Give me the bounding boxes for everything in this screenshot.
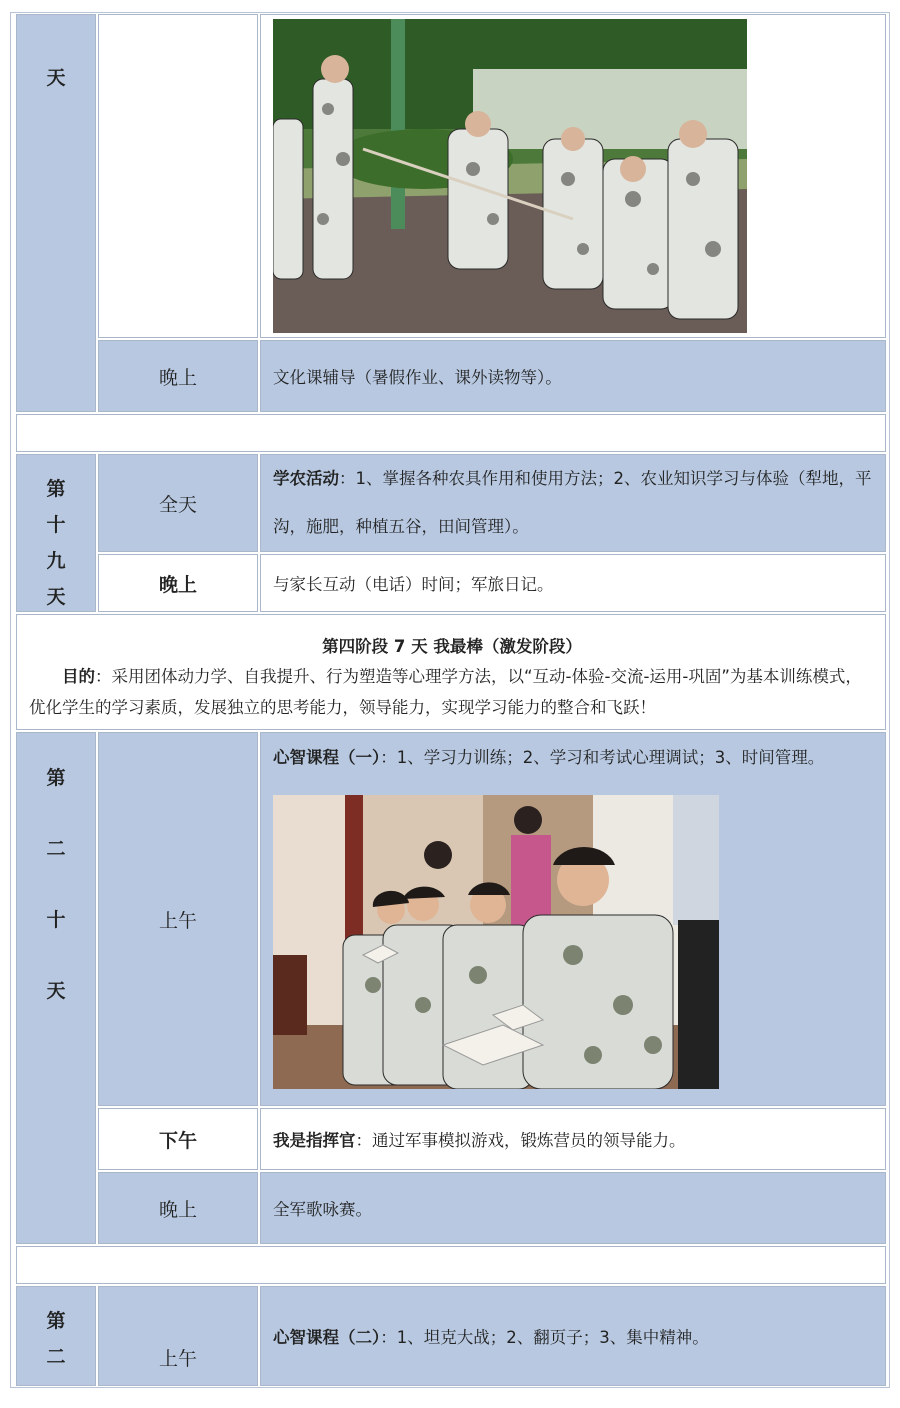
activity-text: ：1、坦克大战；2、翻页子；3、集中精神。 — [380, 1328, 709, 1347]
morning-content-cell — [260, 1286, 886, 1386]
activity-title: 心智课程（二） — [273, 1328, 381, 1347]
activity-text: ：1、学习力训练；2、学习和考试心理调试；3、时间管理。 — [380, 748, 825, 767]
afternoon-content-cell — [260, 1108, 886, 1170]
activity-text: ：1、掌握各种农具作用和使用方法；2、农业知识学习与体验（犁地，平沟，施肥，种植五谷，田间管理）。 — [273, 469, 872, 536]
evening-label-cell — [98, 340, 258, 412]
spacer-row — [16, 414, 886, 452]
stage-header-cell — [16, 614, 886, 730]
activity-photo-cell — [260, 14, 886, 338]
day-char: 天 — [46, 586, 66, 608]
slot-empty-cell — [98, 14, 258, 338]
afternoon-label: 下午 — [158, 1129, 197, 1152]
stage-goal — [29, 661, 875, 723]
day-char: 第 — [46, 767, 66, 789]
evening-label-cell — [98, 1172, 258, 1244]
morning-label-cell — [98, 732, 258, 1106]
day-column-21 — [16, 1286, 96, 1386]
allday-label-cell — [98, 454, 258, 552]
evening-text: 与家长互动（电话）时间；军旅日记。 — [273, 575, 554, 594]
morning-content-cell — [260, 732, 886, 1106]
stage-title: 第四阶段 7 天 我最棒（激发阶段） — [322, 637, 582, 656]
activity-text: ：通过军事模拟游戏，锻炼营员的领导能力。 — [355, 1131, 686, 1150]
morning-label: 上午 — [158, 1348, 197, 1370]
day-column-previous — [16, 14, 96, 412]
day-column-20 — [16, 732, 96, 1244]
evening-label: 晚上 — [158, 366, 197, 389]
morning-label-cell — [98, 1286, 258, 1386]
goal-text: ：采用团体动力学、自我提升、行为塑造等心理学方法，以“互动-体验-交流-运用-巩固”为基本训练模式，优化学生的学习素质，发展独立的思考能力，领导能力，实现学习能力的整合和飞跃！ — [29, 667, 862, 717]
afternoon-label-cell — [98, 1108, 258, 1170]
evening-label: 晚上 — [158, 573, 197, 596]
day-char: 二 — [46, 1346, 66, 1368]
spacer-row — [16, 1246, 886, 1284]
allday-content-cell — [260, 454, 886, 552]
activity-title: 心智课程（一） — [273, 748, 381, 767]
evening-content-cell — [260, 554, 886, 612]
activity-title: 学农活动 — [273, 469, 339, 488]
day-char: 天 — [46, 67, 66, 89]
allday-label: 全天 — [158, 493, 197, 516]
day-char: 第 — [46, 478, 66, 500]
evening-label: 晚上 — [158, 1198, 197, 1221]
evening-text: 全军歌咏赛。 — [273, 1200, 372, 1219]
reading-students-photo — [273, 795, 719, 1089]
day-column-19 — [16, 454, 96, 612]
day-char: 十 — [46, 514, 66, 536]
goal-label: 目的 — [62, 667, 95, 686]
day-char: 十 — [46, 909, 66, 931]
morning-text-block — [261, 733, 885, 771]
evening-content-cell — [260, 340, 886, 412]
day-char: 第 — [46, 1310, 66, 1332]
day-char: 二 — [46, 838, 66, 860]
evening-text: 文化课辅导（暑假作业、课外读物等）。 — [273, 368, 562, 387]
morning-label: 上午 — [158, 909, 197, 932]
evening-content-cell — [260, 1172, 886, 1244]
evening-label-cell — [98, 554, 258, 612]
day-char: 九 — [46, 550, 66, 572]
tug-of-war-photo — [273, 19, 747, 333]
day-char: 天 — [46, 980, 66, 1002]
activity-title: 我是指挥官 — [273, 1131, 356, 1150]
